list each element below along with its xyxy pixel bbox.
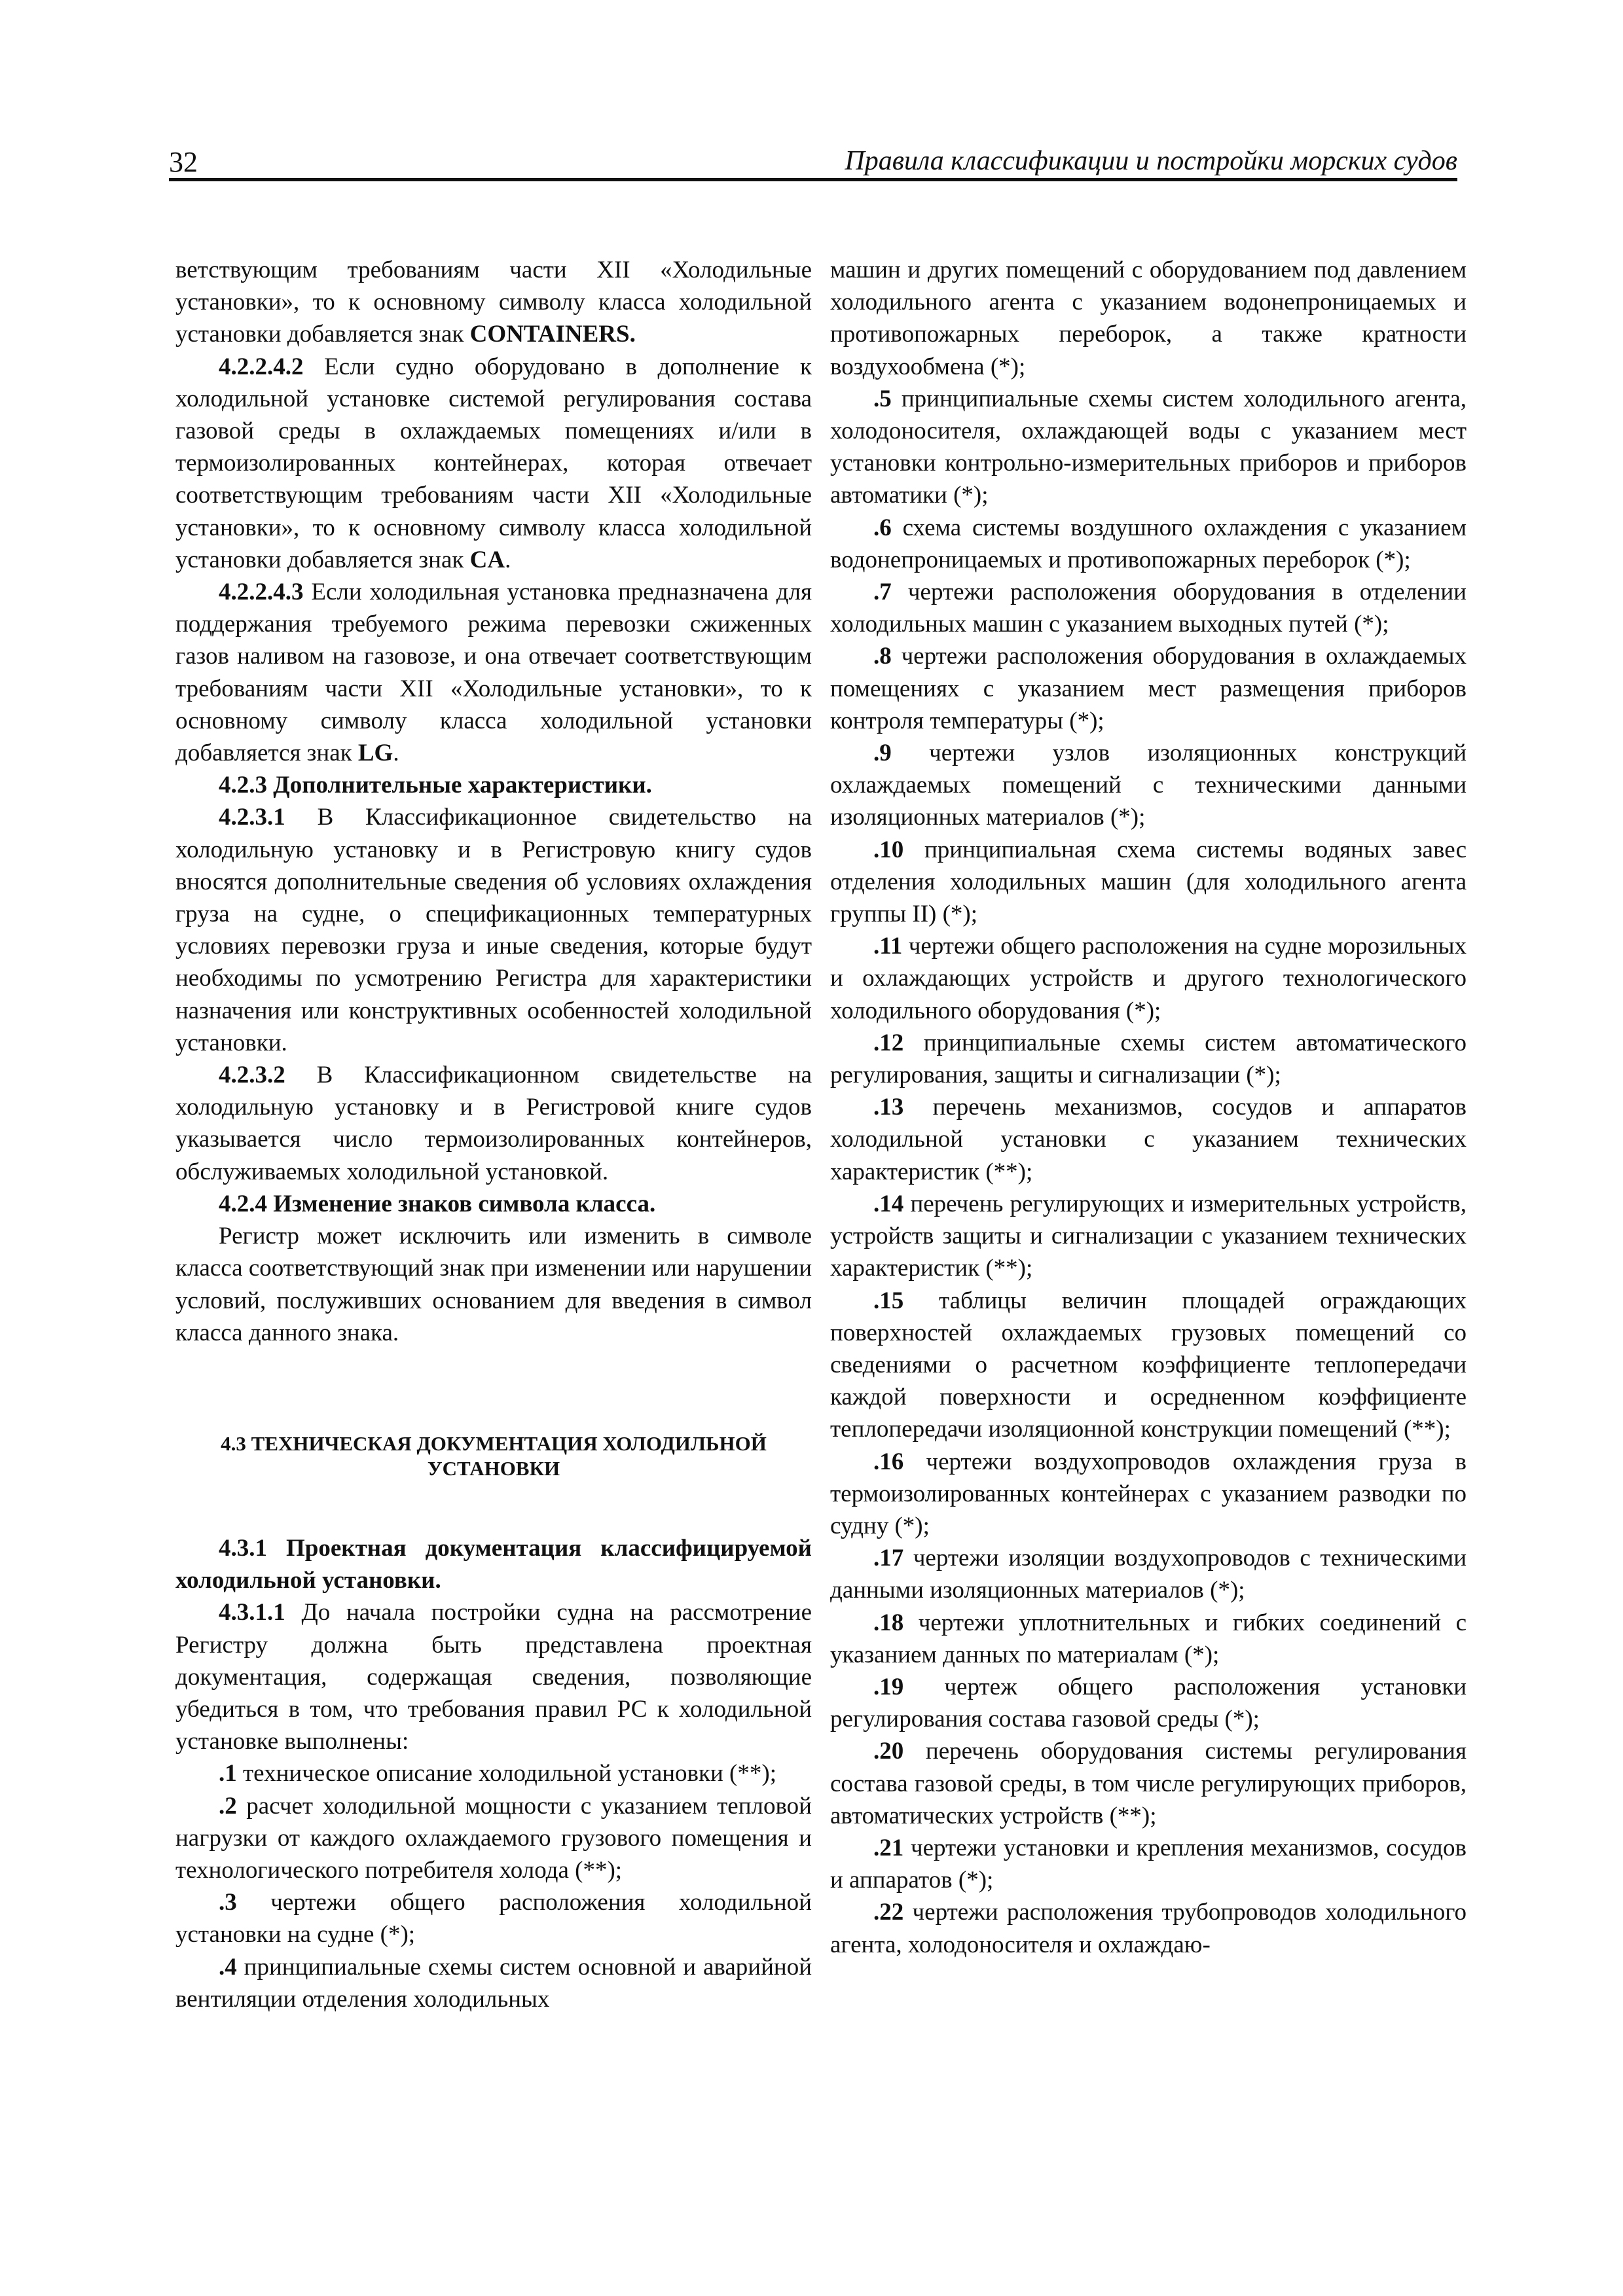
class-mark: CONTAINERS. <box>469 321 636 348</box>
list-item <box>830 576 1467 640</box>
item-text: расчет холодильной мощности с указанием тепловой нагрузки от каждого охлаждаемого грузового помещения и технологического потребителя холода (**); <box>175 1792 812 1884</box>
item-number: .4 <box>219 1953 237 1981</box>
paragraph-continuation <box>175 254 812 351</box>
item-text: чертежи общего расположения на судне морозильных и охлаждающих устройств и другого технологического холодильного оборудования (*); <box>830 933 1467 1024</box>
item-number: .8 <box>873 643 892 670</box>
paragraph-text: Если холодильная установка предназначена для поддержания требуемого режима перевозки сжиженных газов наливом на газовозе, и она отвечает соответствующим требованиям части XII «Холодильные установки», то к основному символу класса холодильной установки добавляется знак <box>175 579 812 767</box>
class-mark: LG <box>357 740 393 767</box>
punctuation: . <box>393 740 399 767</box>
heading-4-2-4 <box>175 1188 812 1220</box>
right-column <box>830 254 1467 1961</box>
item-text: принципиальные схемы систем основной и аварийной вентиляции отделения холодильных <box>175 1953 812 2013</box>
item-text: схема системы воздушного охлаждения с указанием водонепроницаемых и противопожарных переборок (*); <box>830 514 1467 573</box>
list-item <box>175 1757 812 1789</box>
list-item <box>830 1285 1467 1446</box>
item-text: перечень регулирующих и измерительных устройств, устройств защиты и сигнализации с указанием технических характеристик (**); <box>830 1190 1467 1282</box>
item-text: чертежи общего расположения холодильной установки на судне (*); <box>175 1889 812 1948</box>
item-number: .9 <box>873 740 892 767</box>
list-item <box>830 1735 1467 1832</box>
item-number: .18 <box>873 1609 904 1636</box>
item-text: принципиальные схемы систем холодильного агента, холодоносителя, охлаждающей воды с указанием мест установки контрольно-измерительных приборов и приборов автоматики (*); <box>830 385 1467 509</box>
list-item <box>830 1671 1467 1735</box>
paragraph-4-2-2-4-3 <box>175 576 812 769</box>
item-number: .3 <box>219 1889 237 1916</box>
clause-number: 4.3.1.1 <box>219 1599 285 1626</box>
item-number: .6 <box>873 514 892 541</box>
subsection-heading: 4.3.1 Проектная документация классифицируемой холодильной установки. <box>175 1534 812 1594</box>
paragraph-register: Регистр может исключить или изменить в символе класса соответствующий знак при изменении или нарушении условий, послуживших основанием для введения в символ класса данного знака. <box>175 1223 812 1346</box>
paragraph-4-2-3-1 <box>175 801 812 1059</box>
item-number: .14 <box>873 1190 904 1217</box>
paragraph-text: Если судно оборудовано в дополнение к холодильной установке системой регулирования состава газовой среды в охлаждаемых помещениях и/или в термоизолированных контейнерах, которая отвечает соответствующим требованиям части XII «Холодильные установки», то к основному символу класса холодильной установки добавляется знак <box>175 353 812 573</box>
list-item <box>830 512 1467 576</box>
item-number: .16 <box>873 1448 904 1475</box>
section-title-line: УСТАНОВКИ <box>427 1456 560 1480</box>
item-text: чертежи расположения оборудования в охлаждаемых помещениях с указанием мест размещения приборов контроля температуры (*); <box>830 643 1467 734</box>
item-text: техническое описание холодильной установки (**); <box>236 1760 776 1787</box>
list-item <box>830 1091 1467 1188</box>
item-text: перечень оборудования системы регулирования состава газовой среды, в том числе регулирующих приборов, автоматических устройств (**); <box>830 1738 1467 1829</box>
item-number: .1 <box>219 1760 237 1787</box>
list-item <box>830 737 1467 834</box>
item-text: чертежи воздухопроводов охлаждения груза в термоизолированных контейнерах с указанием разводки по судну (*); <box>830 1448 1467 1539</box>
list-item <box>830 1188 1467 1285</box>
heading-4-2-3 <box>175 769 812 801</box>
header-rule <box>169 178 1457 181</box>
item-number: .12 <box>873 1029 904 1056</box>
item-number: .10 <box>873 836 904 863</box>
item-number: .21 <box>873 1834 904 1861</box>
section-title-line: 4.3 ТЕХНИЧЕСКАЯ ДОКУМЕНТАЦИЯ ХОЛОДИЛЬНОЙ <box>221 1431 767 1455</box>
page-number: 32 <box>169 146 198 178</box>
item-text: чертежи расположения трубопроводов холодильного агента, холодоносителя и охлаждаю- <box>830 1899 1467 1958</box>
item-number: .19 <box>873 1673 904 1700</box>
list-item <box>830 1542 1467 1606</box>
item-text: чертежи узлов изоляционных конструкций охлаждаемых помещений с техническими данными изоляционных материалов (*); <box>830 740 1467 831</box>
list-item <box>175 1790 812 1887</box>
item-text: принципиальная схема системы водяных завес отделения холодильных машин (для холодильного агента группы II) (*); <box>830 836 1467 928</box>
item-number: .7 <box>873 579 892 606</box>
clause-number: 4.2.2.4.3 <box>219 579 304 606</box>
paragraph-continuation: машин и других помещений с оборудованием под давлением холодильного агента с указанием водонепроницаемых и противопожарных переборок, а также кратности воздухообмена (*); <box>830 257 1467 380</box>
item-text: чертежи установки и крепления механизмов, сосудов и аппаратов (*); <box>830 1834 1467 1894</box>
left-column <box>175 254 812 2015</box>
item-text: чертежи уплотнительных и гибких соединений с указанием данных по материалам (*); <box>830 1609 1467 1668</box>
item-text: перечень механизмов, сосудов и аппаратов холодильной установки с указанием технических характеристик (**); <box>830 1094 1467 1185</box>
list-item <box>175 1886 812 1950</box>
right-item-list <box>830 383 1467 1961</box>
list-item <box>830 1446 1467 1543</box>
list-item <box>830 383 1467 512</box>
paragraph-text: В Классификационном свидетельстве на холодильную установку и в Регистровой книге судов указывается число термоизолированных контейнеров, обслуживаемых холодильной установкой. <box>175 1062 812 1185</box>
item-text: чертеж общего расположения установки регулирования состава газовой среды (*); <box>830 1673 1467 1733</box>
section-title <box>175 1431 812 1481</box>
running-title: Правила классификации и постройки морских судов <box>845 146 1457 176</box>
item-text: таблицы величин площадей ограждающих поверхностей охлаждаемых грузовых помещений со сведениями о расчетном коэффициенте теплопередачи каждой поверхности и осредненном коэффициенте теплопередачи изоляционной конструкции помещений (**); <box>830 1287 1467 1443</box>
punctuation: . <box>505 546 511 573</box>
paragraph-text: ветствующим требованиям части XII «Холодильные установки», то к основному символу класса холодильной установки добавляется знак <box>175 257 812 348</box>
subsection-heading: 4.2.4 Изменение знаков символа класса. <box>219 1190 656 1217</box>
paragraph-4-2-3-2 <box>175 1059 812 1188</box>
item-text: принципиальные схемы систем автоматического регулирования, защиты и сигнализации (*); <box>830 1029 1467 1089</box>
item-number: .20 <box>873 1738 904 1765</box>
item-number: .11 <box>873 933 903 960</box>
paragraph-text: В Классификационное свидетельство на холодильную установку и в Регистровую книгу судов вносятся дополнительные сведения об условиях охлаждения груза на судне, о спецификационных температурных условиях перевозки груза и иные сведения, которые будут необходимы по усмотрению Регистра для характеристики назначения или конструктивных особенностей холодильной установки. <box>175 804 812 1056</box>
clause-number: 4.2.3.1 <box>219 804 285 831</box>
paragraph-4-3-1-1 <box>175 1596 812 1757</box>
paragraph-text: До начала постройки судна на рассмотрение Регистру должна быть представлена проектная документация, содержащая сведения, позволяющие убедиться в том, что требования правил РС к холодильной установке выполнены: <box>175 1599 812 1755</box>
item-number: .15 <box>873 1287 904 1314</box>
paragraph-4-2-2-4-2 <box>175 351 812 576</box>
list-item <box>830 930 1467 1027</box>
clause-number: 4.2.3.2 <box>219 1062 285 1089</box>
class-mark: CA <box>469 546 505 573</box>
list-item <box>830 1027 1467 1091</box>
item-text: чертежи расположения оборудования в отделении холодильных машин с указанием выходных путей (*); <box>830 579 1467 638</box>
heading-4-3-1 <box>175 1532 812 1596</box>
list-item <box>830 640 1467 737</box>
clause-number: 4.2.2.4.2 <box>219 353 304 380</box>
subsection-heading: 4.2.3 Дополнительные характеристики. <box>219 772 652 799</box>
item-number: .5 <box>873 385 892 412</box>
list-item <box>175 1951 812 2015</box>
item-number: .2 <box>219 1792 237 1820</box>
item-number: .13 <box>873 1094 904 1121</box>
list-item <box>830 834 1467 931</box>
item-number: .22 <box>873 1899 904 1926</box>
item-text: чертежи изоляции воздухопроводов с техническими данными изоляционных материалов (*); <box>830 1545 1467 1604</box>
list-item <box>830 1896 1467 1960</box>
list-item <box>830 1607 1467 1671</box>
left-item-list <box>175 1757 812 2015</box>
list-item <box>830 1832 1467 1896</box>
item-number: .17 <box>873 1545 904 1572</box>
